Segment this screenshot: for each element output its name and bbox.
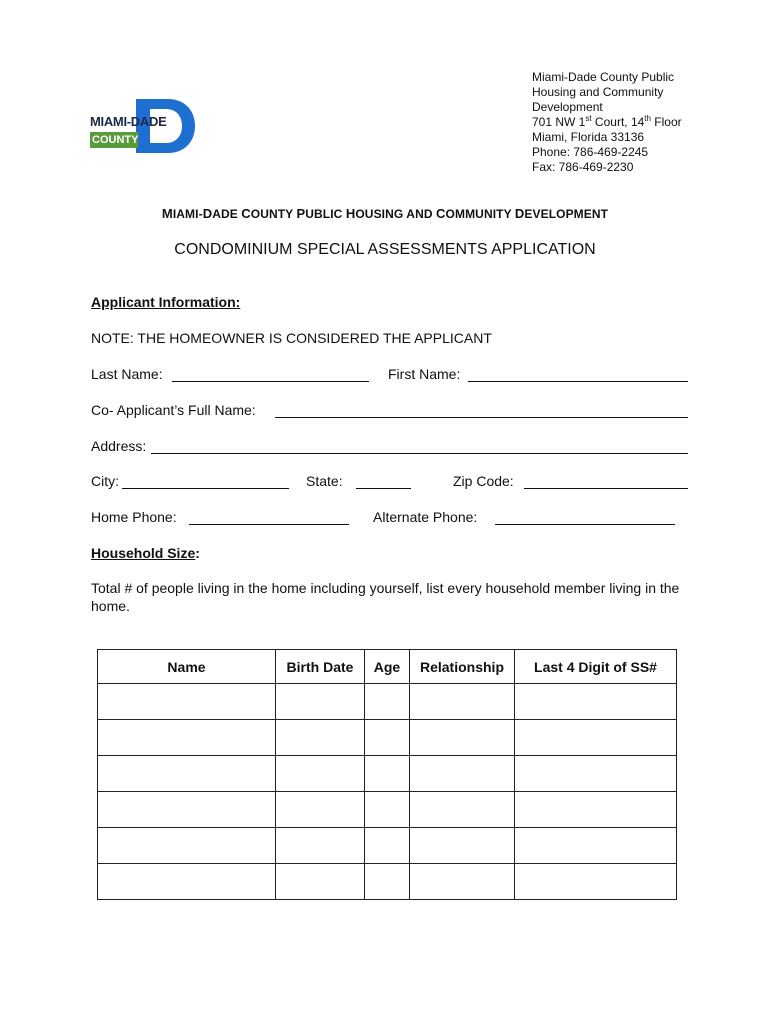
state-label: State: xyxy=(306,473,343,489)
home-phone-field[interactable] xyxy=(189,524,349,525)
birth-date-cell[interactable] xyxy=(276,720,365,756)
age-cell[interactable] xyxy=(365,828,410,864)
form-title: CONDOMINIUM SPECIAL ASSESSMENTS APPLICATION xyxy=(174,241,596,258)
column-header-ssn-last4: Last 4 Digit of SS# xyxy=(515,650,677,684)
alt-phone-label: Alternate Phone: xyxy=(373,509,478,525)
zip-field[interactable] xyxy=(524,488,688,489)
county-logo xyxy=(90,99,195,153)
first-name-field[interactable] xyxy=(468,381,688,382)
name-cell[interactable] xyxy=(98,864,276,900)
relationship-cell[interactable] xyxy=(410,720,515,756)
household-instructions: Total # of people living in the home including yourself, list every household member living in the home. xyxy=(91,580,680,614)
birth-date-cell[interactable] xyxy=(276,684,365,720)
contact-block xyxy=(532,70,682,175)
zip-label: Zip Code: xyxy=(453,473,514,489)
applicant-note: NOTE: THE HOMEOWNER IS CONSIDERED THE APPLICANT xyxy=(91,330,492,346)
last-name-label: Last Name: xyxy=(91,366,163,382)
co-applicant-field[interactable] xyxy=(275,417,688,418)
relationship-cell[interactable] xyxy=(410,864,515,900)
table-row xyxy=(98,828,677,864)
birth-date-cell[interactable] xyxy=(276,756,365,792)
age-cell[interactable] xyxy=(365,720,410,756)
address-field[interactable] xyxy=(151,453,688,454)
table-row xyxy=(98,792,677,828)
age-cell[interactable] xyxy=(365,756,410,792)
relationship-cell[interactable] xyxy=(410,756,515,792)
city-field[interactable] xyxy=(122,488,289,489)
column-header-birth-date: Birth Date xyxy=(276,650,365,684)
table-row xyxy=(98,720,677,756)
name-cell[interactable] xyxy=(98,756,276,792)
relationship-cell[interactable] xyxy=(410,828,515,864)
contact-fax: Fax: 786-469-2230 xyxy=(532,160,634,174)
address-label: Address: xyxy=(91,438,147,454)
applicant-info-heading: Applicant Information: xyxy=(91,294,241,310)
household-heading: Household Size: xyxy=(91,545,200,561)
city-label: City: xyxy=(91,473,119,489)
relationship-cell[interactable] xyxy=(410,684,515,720)
contact-city: Miami, Florida 33136 xyxy=(532,130,645,144)
name-cell[interactable] xyxy=(98,720,276,756)
household-table xyxy=(97,649,677,900)
birth-date-cell[interactable] xyxy=(276,792,365,828)
home-phone-label: Home Phone: xyxy=(91,509,177,525)
logo-text-miami-dade: MIAMI-DADE xyxy=(90,114,167,129)
birth-date-cell[interactable] xyxy=(276,864,365,900)
name-cell[interactable] xyxy=(98,828,276,864)
contact-line: Miami-Dade County Public xyxy=(532,70,675,84)
name-cell[interactable] xyxy=(98,792,276,828)
state-field[interactable] xyxy=(356,488,411,489)
last-name-field[interactable] xyxy=(172,381,369,382)
ssn-cell[interactable] xyxy=(515,684,677,720)
contact-phone: Phone: 786-469-2245 xyxy=(532,145,649,159)
column-header-age: Age xyxy=(365,650,410,684)
contact-address: 701 NW 1st Court, 14th Floor xyxy=(532,114,682,129)
table-row xyxy=(98,684,677,720)
column-header-name: Name xyxy=(98,650,276,684)
ssn-cell[interactable] xyxy=(515,756,677,792)
table-row xyxy=(98,864,677,900)
first-name-label: First Name: xyxy=(388,366,461,382)
name-cell[interactable] xyxy=(98,684,276,720)
birth-date-cell[interactable] xyxy=(276,828,365,864)
logo-text-county: COUNTY xyxy=(92,134,139,146)
ssn-cell[interactable] xyxy=(515,864,677,900)
agency-name: MIAMI-DADE COUNTY PUBLIC HOUSING AND COMMUNITY DEVELOPMENT xyxy=(161,206,609,221)
alt-phone-field[interactable] xyxy=(495,524,675,525)
table-header-row xyxy=(98,650,677,684)
age-cell[interactable] xyxy=(365,864,410,900)
age-cell[interactable] xyxy=(365,792,410,828)
contact-line: Development xyxy=(532,100,603,114)
co-applicant-label: Co- Applicant’s Full Name: xyxy=(91,402,256,418)
ssn-cell[interactable] xyxy=(515,792,677,828)
relationship-cell[interactable] xyxy=(410,792,515,828)
column-header-relationship: Relationship xyxy=(410,650,515,684)
ssn-cell[interactable] xyxy=(515,828,677,864)
table-row xyxy=(98,756,677,792)
age-cell[interactable] xyxy=(365,684,410,720)
ssn-cell[interactable] xyxy=(515,720,677,756)
contact-line: Housing and Community xyxy=(532,85,664,99)
